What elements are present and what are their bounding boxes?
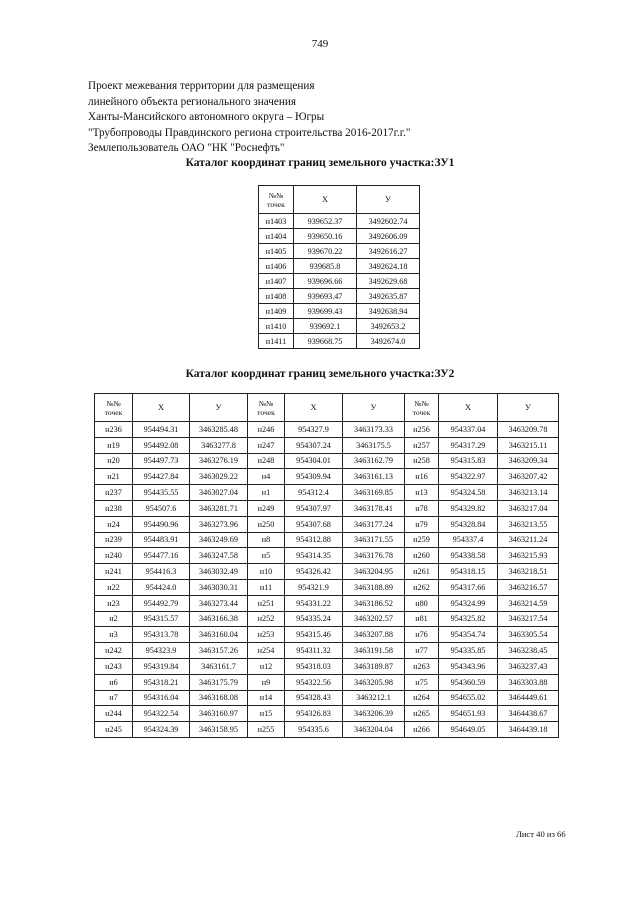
point-id-cell: н6 <box>95 674 133 690</box>
point-id-cell: н237 <box>95 485 133 501</box>
point-id-cell: н264 <box>405 690 439 706</box>
y-coordinate-cell: 3463305.54 <box>498 627 559 643</box>
table-row <box>95 579 559 595</box>
x-coordinate-cell: 954319.84 <box>133 658 190 674</box>
point-id-cell: н236 <box>95 422 133 438</box>
y-coordinate-cell: 3463207.88 <box>343 627 405 643</box>
y-coordinate-cell: 3492616.27 <box>357 244 420 259</box>
point-id-cell: н261 <box>405 564 439 580</box>
point-id-cell: н244 <box>95 706 133 722</box>
table-row <box>95 453 559 469</box>
table-row <box>95 690 559 706</box>
table-row <box>259 319 420 334</box>
point-id-cell: н79 <box>405 516 439 532</box>
x-coordinate-cell: 954316.04 <box>133 690 190 706</box>
point-id-cell: н246 <box>248 422 285 438</box>
y-coordinate-cell: 3463171.55 <box>343 532 405 548</box>
table-row <box>95 627 559 643</box>
point-id-cell: н16 <box>405 469 439 485</box>
point-id-cell: н2 <box>95 611 133 627</box>
column-header-point <box>405 394 439 422</box>
y-coordinate-cell: 3463166.38 <box>190 611 248 627</box>
y-coordinate-cell: 3463215.93 <box>498 548 559 564</box>
x-coordinate-cell: 954322.54 <box>133 706 190 722</box>
x-coordinate-cell: 954315.83 <box>439 453 498 469</box>
y-coordinate-cell: 3464449.61 <box>498 690 559 706</box>
table2-title: Каталог координат границ земельного участка:ЗУ2 <box>185 368 455 380</box>
x-coordinate-cell: 954424.0 <box>133 579 190 595</box>
header-point-line2: точек <box>257 407 275 417</box>
y-coordinate-cell: 3463206.39 <box>343 706 405 722</box>
x-coordinate-cell: 954492.79 <box>133 595 190 611</box>
x-coordinate-cell: 954490.96 <box>133 516 190 532</box>
y-coordinate-cell: 3463277.8 <box>190 437 248 453</box>
table-row <box>95 422 559 438</box>
x-coordinate-cell: 954315.57 <box>133 611 190 627</box>
x-coordinate-cell: 954649.05 <box>439 722 498 738</box>
y-coordinate-cell: 3463160.97 <box>190 706 248 722</box>
y-coordinate-cell: 3463209.34 <box>498 453 559 469</box>
y-coordinate-cell: 3463168.08 <box>190 690 248 706</box>
y-coordinate-cell: 3463217.54 <box>498 611 559 627</box>
header-point-line1: №№ <box>414 398 429 408</box>
x-coordinate-cell: 954335.85 <box>439 643 498 659</box>
table-row <box>95 722 559 738</box>
point-id-cell: н22 <box>95 579 133 595</box>
x-coordinate-cell: 954318.15 <box>439 564 498 580</box>
column-header-y: У <box>190 394 248 422</box>
point-id-cell: н251 <box>248 595 285 611</box>
y-coordinate-cell: 3463285.48 <box>190 422 248 438</box>
point-id-cell: н1 <box>248 485 285 501</box>
column-header-x: X <box>439 394 498 422</box>
point-id-cell: н1408 <box>259 289 294 304</box>
y-coordinate-cell: 3463032.49 <box>190 564 248 580</box>
y-coordinate-cell: 3464438.67 <box>498 706 559 722</box>
x-coordinate-cell: 954483.91 <box>133 532 190 548</box>
x-coordinate-cell: 954335.6 <box>285 722 343 738</box>
table-row <box>259 334 420 349</box>
y-coordinate-cell: 3463217.04 <box>498 500 559 516</box>
y-coordinate-cell: 3492602.74 <box>357 214 420 229</box>
point-id-cell: н263 <box>405 658 439 674</box>
x-coordinate-cell: 954427.84 <box>133 469 190 485</box>
point-id-cell: н249 <box>248 500 285 516</box>
y-coordinate-cell: 3463213.55 <box>498 516 559 532</box>
y-coordinate-cell: 3463030.31 <box>190 579 248 595</box>
x-coordinate-cell: 939652.37 <box>294 214 357 229</box>
point-id-cell: н266 <box>405 722 439 738</box>
x-coordinate-cell: 954328.43 <box>285 690 343 706</box>
x-coordinate-cell: 954323.9 <box>133 643 190 659</box>
column-header-x: X <box>285 394 343 422</box>
y-coordinate-cell: 3463161.13 <box>343 469 405 485</box>
y-coordinate-cell: 3464439.18 <box>498 722 559 738</box>
y-coordinate-cell: 3463173.33 <box>343 422 405 438</box>
point-id-cell: н5 <box>248 548 285 564</box>
table-row <box>259 289 420 304</box>
column-header-x: X <box>133 394 190 422</box>
x-coordinate-cell: 954497.73 <box>133 453 190 469</box>
x-coordinate-cell: 954317.29 <box>439 437 498 453</box>
y-coordinate-cell: 3463281.71 <box>190 500 248 516</box>
header-point-line2: точек <box>267 199 285 209</box>
x-coordinate-cell: 954360.59 <box>439 674 498 690</box>
y-coordinate-cell: 3492606.09 <box>357 229 420 244</box>
point-id-cell: н248 <box>248 453 285 469</box>
table-row <box>259 304 420 319</box>
x-coordinate-cell: 939692.1 <box>294 319 357 334</box>
column-header-y: У <box>357 186 420 214</box>
x-coordinate-cell: 954324.39 <box>133 722 190 738</box>
y-coordinate-cell: 3492674.0 <box>357 334 420 349</box>
point-id-cell: н255 <box>248 722 285 738</box>
x-coordinate-cell: 954326.83 <box>285 706 343 722</box>
column-header-y: У <box>343 394 405 422</box>
x-coordinate-cell: 954477.16 <box>133 548 190 564</box>
x-coordinate-cell: 954312.4 <box>285 485 343 501</box>
x-coordinate-cell: 954309.94 <box>285 469 343 485</box>
y-coordinate-cell: 3492624.18 <box>357 259 420 274</box>
point-id-cell: н15 <box>248 706 285 722</box>
header-point-line1: №№ <box>258 398 274 408</box>
y-coordinate-cell: 3463188.89 <box>343 579 405 595</box>
point-id-cell: н240 <box>95 548 133 564</box>
x-coordinate-cell: 954324.99 <box>439 595 498 611</box>
point-id-cell: н238 <box>95 500 133 516</box>
point-id-cell: н4 <box>248 469 285 485</box>
point-id-cell: н253 <box>248 627 285 643</box>
table2-body <box>95 422 559 738</box>
x-coordinate-cell: 954655.02 <box>439 690 498 706</box>
y-coordinate-cell: 3463273.96 <box>190 516 248 532</box>
header-line: линейного объекта регионального значения <box>88 95 297 108</box>
point-id-cell: н1407 <box>259 274 294 289</box>
point-id-cell: н23 <box>95 595 133 611</box>
point-id-cell: н260 <box>405 548 439 564</box>
header-line: Землепользователь ОАО "НК "Роснефть" <box>88 142 285 155</box>
column-header-point <box>95 394 133 422</box>
x-coordinate-cell: 939685.8 <box>294 259 357 274</box>
x-coordinate-cell: 954324.58 <box>439 485 498 501</box>
x-coordinate-cell: 954651.93 <box>439 706 498 722</box>
project-header <box>88 79 410 157</box>
point-id-cell: н12 <box>248 658 285 674</box>
y-coordinate-cell: 3463162.79 <box>343 453 405 469</box>
table-row <box>95 674 559 690</box>
point-id-cell: н77 <box>405 643 439 659</box>
point-id-cell: н80 <box>405 595 439 611</box>
x-coordinate-cell: 954335.24 <box>285 611 343 627</box>
x-coordinate-cell: 954329.82 <box>439 500 498 516</box>
y-coordinate-cell: 3463207.42 <box>498 469 559 485</box>
x-coordinate-cell: 954343.96 <box>439 658 498 674</box>
point-id-cell: н10 <box>248 564 285 580</box>
y-coordinate-cell: 3463178.41 <box>343 500 405 516</box>
y-coordinate-cell: 3463211.24 <box>498 532 559 548</box>
x-coordinate-cell: 954337.4 <box>439 532 498 548</box>
x-coordinate-cell: 954307.97 <box>285 500 343 516</box>
x-coordinate-cell: 954307.24 <box>285 437 343 453</box>
point-id-cell: н1405 <box>259 244 294 259</box>
point-id-cell: н81 <box>405 611 439 627</box>
point-id-cell: н75 <box>405 674 439 690</box>
x-coordinate-cell: 954327.9 <box>285 422 343 438</box>
point-id-cell: н1403 <box>259 214 294 229</box>
x-coordinate-cell: 939699.43 <box>294 304 357 319</box>
x-coordinate-cell: 939693.47 <box>294 289 357 304</box>
x-coordinate-cell: 939650.16 <box>294 229 357 244</box>
point-id-cell: н1409 <box>259 304 294 319</box>
y-coordinate-cell: 3463186.52 <box>343 595 405 611</box>
y-coordinate-cell: 3463204.95 <box>343 564 405 580</box>
y-coordinate-cell: 3463175.5 <box>343 437 405 453</box>
table-row <box>95 611 559 627</box>
x-coordinate-cell: 954494.31 <box>133 422 190 438</box>
y-coordinate-cell: 3463202.57 <box>343 611 405 627</box>
point-id-cell: н24 <box>95 516 133 532</box>
y-coordinate-cell: 3463237.43 <box>498 658 559 674</box>
x-coordinate-cell: 954331.22 <box>285 595 343 611</box>
point-id-cell: н256 <box>405 422 439 438</box>
header-point-line1: №№ <box>106 398 121 408</box>
column-header-point <box>259 186 294 214</box>
x-coordinate-cell: 939668.75 <box>294 334 357 349</box>
point-id-cell: н1410 <box>259 319 294 334</box>
y-coordinate-cell: 3463158.95 <box>190 722 248 738</box>
point-id-cell: н258 <box>405 453 439 469</box>
y-coordinate-cell: 3492629.68 <box>357 274 420 289</box>
x-coordinate-cell: 954322.56 <box>285 674 343 690</box>
header-point-line1: №№ <box>268 190 284 200</box>
y-coordinate-cell: 3463177.24 <box>343 516 405 532</box>
y-coordinate-cell: 3463238.45 <box>498 643 559 659</box>
table-row <box>95 548 559 564</box>
table-row <box>95 564 559 580</box>
header-line: Проект межевания территории для размещения <box>88 80 315 92</box>
table-row <box>95 658 559 674</box>
x-coordinate-cell: 939670.22 <box>294 244 357 259</box>
y-coordinate-cell: 3463205.98 <box>343 674 405 690</box>
x-coordinate-cell: 954337.04 <box>439 422 498 438</box>
x-coordinate-cell: 954314.35 <box>285 548 343 564</box>
y-coordinate-cell: 3492635.87 <box>357 289 420 304</box>
y-coordinate-cell: 3463176.78 <box>343 548 405 564</box>
y-coordinate-cell: 3463161.7 <box>190 658 248 674</box>
x-coordinate-cell: 954313.78 <box>133 627 190 643</box>
table-row <box>95 595 559 611</box>
point-id-cell: н1406 <box>259 259 294 274</box>
point-id-cell: н14 <box>248 690 285 706</box>
point-id-cell: н76 <box>405 627 439 643</box>
y-coordinate-cell: 3463213.14 <box>498 485 559 501</box>
x-coordinate-cell: 954318.21 <box>133 674 190 690</box>
page-number: 749 <box>311 38 329 50</box>
table1-body <box>259 214 420 349</box>
y-coordinate-cell: 3463216.57 <box>498 579 559 595</box>
y-coordinate-cell: 3463169.85 <box>343 485 405 501</box>
x-coordinate-cell: 954492.08 <box>133 437 190 453</box>
x-coordinate-cell: 954338.58 <box>439 548 498 564</box>
point-id-cell: н262 <box>405 579 439 595</box>
point-id-cell: н13 <box>405 485 439 501</box>
sheet-footer: Лист 40 из 66 <box>516 829 566 839</box>
point-id-cell: н1404 <box>259 229 294 244</box>
point-id-cell: н1411 <box>259 334 294 349</box>
table-row <box>259 244 420 259</box>
point-id-cell: н8 <box>248 532 285 548</box>
x-coordinate-cell: 954328.84 <box>439 516 498 532</box>
column-header-y: У <box>498 394 559 422</box>
x-coordinate-cell: 954311.32 <box>285 643 343 659</box>
y-coordinate-cell: 3463189.87 <box>343 658 405 674</box>
y-coordinate-cell: 3463276.19 <box>190 453 248 469</box>
point-id-cell: н259 <box>405 532 439 548</box>
column-header-x: X <box>294 186 357 214</box>
x-coordinate-cell: 954318.03 <box>285 658 343 674</box>
x-coordinate-cell: 954435.55 <box>133 485 190 501</box>
header-point-line2: точек <box>412 407 431 417</box>
x-coordinate-cell: 954312.88 <box>285 532 343 548</box>
coordinates-table-zu2 <box>94 393 559 738</box>
column-header-point <box>248 394 285 422</box>
y-coordinate-cell: 3463212.1 <box>343 690 405 706</box>
table-row <box>95 643 559 659</box>
header-line: "Трубопроводы Правдинского региона строительства 2016-2017г.г." <box>88 126 411 139</box>
y-coordinate-cell: 3463204.04 <box>343 722 405 738</box>
y-coordinate-cell: 3463214.59 <box>498 595 559 611</box>
point-id-cell: н257 <box>405 437 439 453</box>
x-coordinate-cell: 954326.42 <box>285 564 343 580</box>
point-id-cell: н247 <box>248 437 285 453</box>
y-coordinate-cell: 3463215.11 <box>498 437 559 453</box>
x-coordinate-cell: 939696.66 <box>294 274 357 289</box>
header-line: Ханты-Мансийского автономного округа – Югры <box>88 111 325 124</box>
table-row <box>259 259 420 274</box>
table-row <box>259 214 420 229</box>
y-coordinate-cell: 3492638.94 <box>357 304 420 319</box>
point-id-cell: н3 <box>95 627 133 643</box>
y-coordinate-cell: 3463249.69 <box>190 532 248 548</box>
point-id-cell: н78 <box>405 500 439 516</box>
y-coordinate-cell: 3463273.44 <box>190 595 248 611</box>
table1-title: Каталог координат границ земельного участка:ЗУ1 <box>185 157 455 169</box>
point-id-cell: н242 <box>95 643 133 659</box>
point-id-cell: н250 <box>248 516 285 532</box>
y-coordinate-cell: 3463029.22 <box>190 469 248 485</box>
table-row <box>95 532 559 548</box>
point-id-cell: н252 <box>248 611 285 627</box>
x-coordinate-cell: 954325.82 <box>439 611 498 627</box>
y-coordinate-cell: 3463175.79 <box>190 674 248 690</box>
point-id-cell: н21 <box>95 469 133 485</box>
y-coordinate-cell: 3463218.51 <box>498 564 559 580</box>
point-id-cell: н265 <box>405 706 439 722</box>
header-point-line2: точек <box>104 407 123 417</box>
y-coordinate-cell: 3492653.2 <box>357 319 420 334</box>
y-coordinate-cell: 3463303.88 <box>498 674 559 690</box>
y-coordinate-cell: 3463191.58 <box>343 643 405 659</box>
x-coordinate-cell: 954354.74 <box>439 627 498 643</box>
y-coordinate-cell: 3463247.58 <box>190 548 248 564</box>
y-coordinate-cell: 3463027.04 <box>190 485 248 501</box>
table-row <box>95 485 559 501</box>
x-coordinate-cell: 954416.3 <box>133 564 190 580</box>
table-row <box>95 706 559 722</box>
table-row <box>95 500 559 516</box>
table-row <box>259 274 420 289</box>
y-coordinate-cell: 3463209.78 <box>498 422 559 438</box>
point-id-cell: н254 <box>248 643 285 659</box>
point-id-cell: н243 <box>95 658 133 674</box>
table-row <box>95 469 559 485</box>
x-coordinate-cell: 954304.01 <box>285 453 343 469</box>
table-row <box>95 516 559 532</box>
point-id-cell: н11 <box>248 579 285 595</box>
y-coordinate-cell: 3463160.04 <box>190 627 248 643</box>
point-id-cell: н239 <box>95 532 133 548</box>
point-id-cell: н19 <box>95 437 133 453</box>
point-id-cell: н7 <box>95 690 133 706</box>
x-coordinate-cell: 954307.68 <box>285 516 343 532</box>
x-coordinate-cell: 954322.97 <box>439 469 498 485</box>
point-id-cell: н20 <box>95 453 133 469</box>
point-id-cell: н241 <box>95 564 133 580</box>
x-coordinate-cell: 954321.9 <box>285 579 343 595</box>
x-coordinate-cell: 954507.6 <box>133 500 190 516</box>
x-coordinate-cell: 954317.66 <box>439 579 498 595</box>
point-id-cell: н9 <box>248 674 285 690</box>
table-row <box>259 229 420 244</box>
coordinates-table-zu1 <box>258 185 420 349</box>
y-coordinate-cell: 3463157.26 <box>190 643 248 659</box>
x-coordinate-cell: 954315.46 <box>285 627 343 643</box>
table-row <box>95 437 559 453</box>
point-id-cell: н245 <box>95 722 133 738</box>
